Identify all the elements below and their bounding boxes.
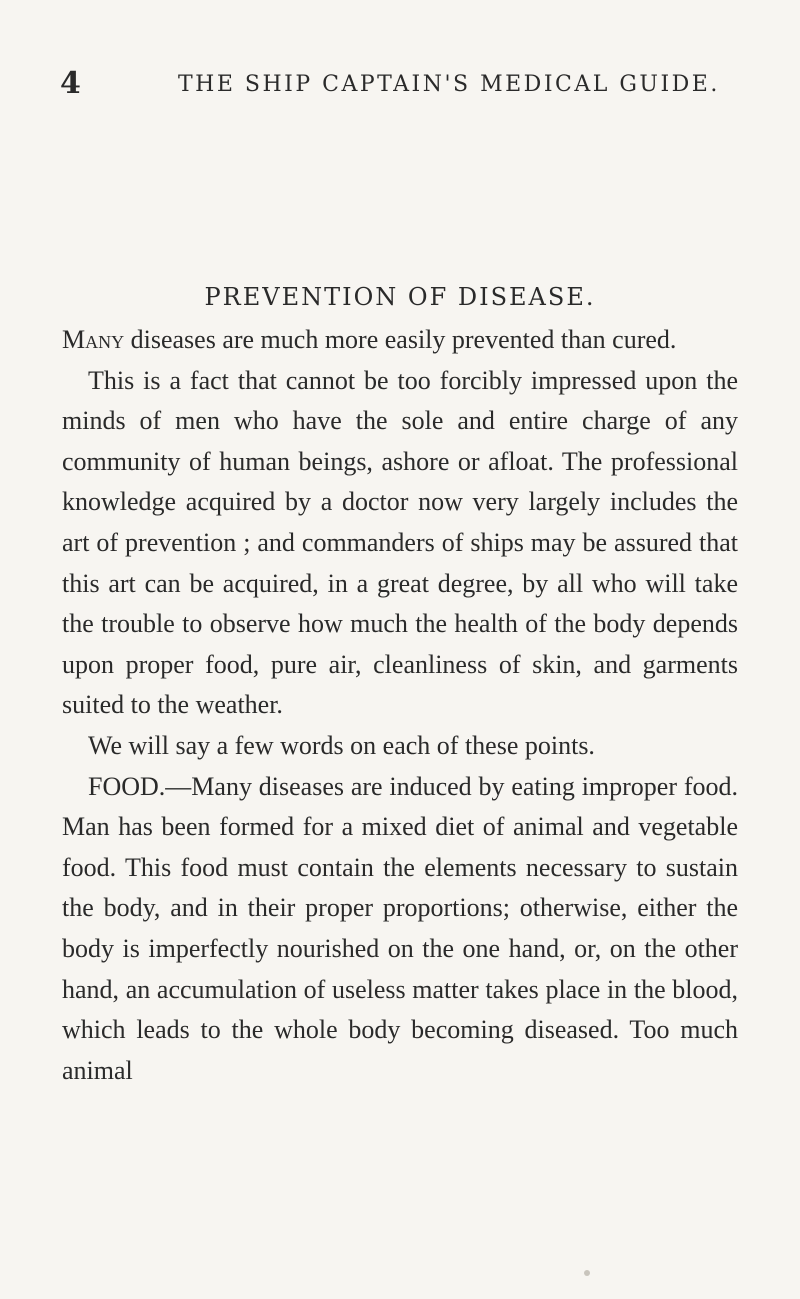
paragraph-prevention: This is a fact that cannot be too forcibly impressed upon the minds of men who have the sole and entire charge of any community of human beings, ashore or afloat. The professional knowledge acquired by a doctor now very largely includes the art of prevention ; and commanders of ships may be assured that this art can be acquired, in a great degree, by all who will take the trouble to observe how much the health of the body depends upon proper food, pure air, cleanliness of skin, and garments suited to the weather. [62,365,738,720]
page-number: 4 [60,66,81,101]
paragraph-intro-rest: diseases are much more easily prevented than cured. [124,325,677,354]
paragraph-food-rest: —Many diseases are induced by eating improper food. Man has been formed for a mixed diet of animal and vegetable food. This food must contain the elements necessary to sustain the body, and in their proper proportions; otherwise, either the body is imperfectly nourished on the one hand, or, on the other hand, an accumulation of useless matter takes place in the blood, which leads to the whole body becoming diseased. Too much animal [62,771,738,1085]
paragraph-intro [62,320,738,361]
paragraph-points: We will say a few words on each of these points. [88,730,595,760]
paragraph-food-lead: FOOD. [88,771,166,801]
body-text [62,320,738,1091]
running-title: THE SHIP CAPTAIN'S MEDICAL GUIDE. [178,72,720,97]
running-head [60,64,740,104]
paragraph-food [62,767,738,1092]
paragraph-intro-lead: Many [62,325,125,354]
section-title: PREVENTION OF DISEASE. [204,283,596,311]
print-speck [584,1270,590,1276]
